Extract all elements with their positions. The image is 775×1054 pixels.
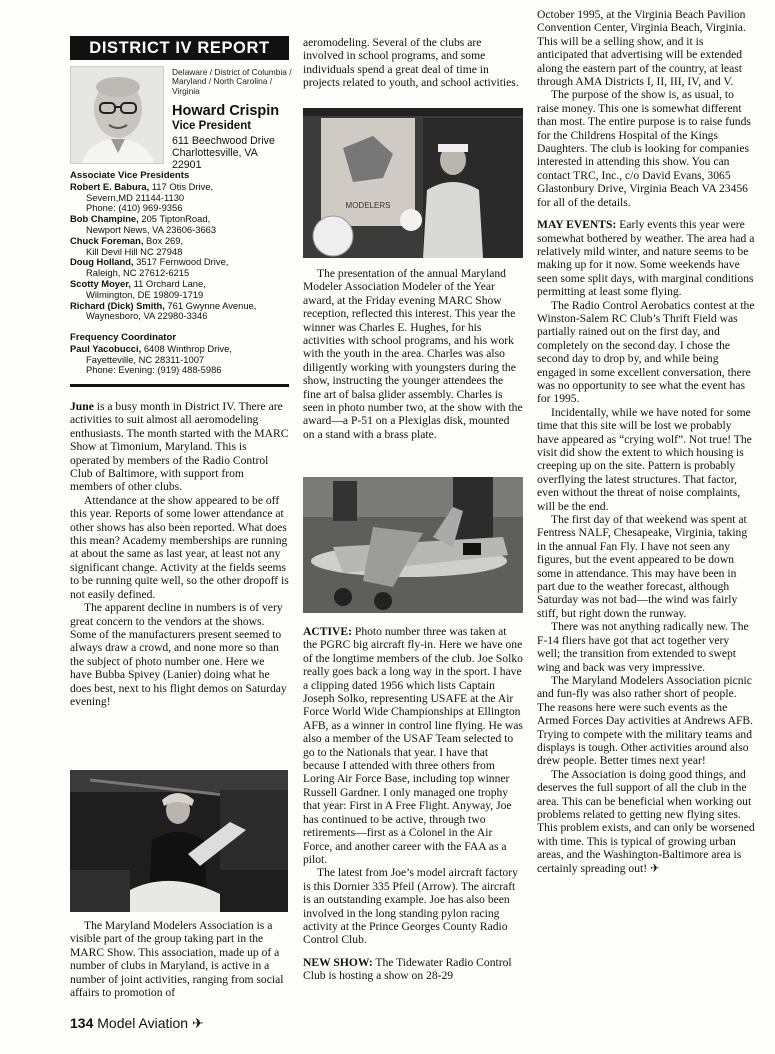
frequency-coordinator: Frequency Coordinator Paul Yacobucci, 6408 Winthrop Drive, Fayetteville, NC 28311-1007 Phone: Evening: (919) 488-5986 — [70, 332, 232, 376]
photo-charles-hughes-award — [303, 108, 523, 258]
column-title: DISTRICT IV REPORT — [70, 36, 289, 60]
photo-bubba-spivey — [70, 770, 288, 912]
associate-entry: Chuck Foreman, Box 269, — [70, 234, 184, 246]
photo-joe-solko-dornier — [303, 477, 523, 613]
paragraph: The Maryland Modelers Association picnic and fun-fly was also rather short of people. The reasons here were such events as the Armed Forces Day activities at Andrews AFB. Trying to compete with the military teams and displays is tough. Other activities around also drew people. Better times next year! — [537, 673, 754, 768]
paragraph: ACTIVE: Photo number three was taken at the PGRC big aircraft fly-in. Here we have one of the longtime members of the club. Joe Solko really goes back a long way in the sport. I have a clipping dated 1956 which lists Captain Joseph Solko, representing USAFE at the Air Force World Wide Championships at Ellington AFB, as a winner in control line flying. He was also a member of the USAF Team selected to go to the Nationals that year. I have that because I attended with three others from Loring Air Force Base, including top winner Russell Gardner. I only managed one trophy that year: First in A Free Flight. Anyway, Joe has continued to be active, through two retirements—first as a Colonel in the Air Force, and another career with the FAA as a pilot. — [303, 625, 523, 866]
associate-entry: Richard (Dick) Smith, 761 Gwynne Avenue, — [70, 299, 257, 311]
association-sign-text: MODELERS — [345, 201, 391, 210]
header-divider — [70, 384, 289, 387]
paragraph: Incidentally, while we have noted for some time that this site will be lost we probably have appeared as “crying wolf”. Not true! The visit did show the extent to which housing is creeping up on the site. Pattern is probably overflying the latest structures. That factor, even without the threat of noise complaints, will be the end. — [537, 405, 752, 513]
article-column-2-middle — [303, 267, 523, 441]
associates-heading: Associate Vice Presidents — [70, 170, 190, 181]
paragraph: The purpose of the show is, as usual, to raise money. This one is somewhat different than most. The entire purpose is to raise funds for the Childrens Hospital of the Kings Daughters. The club is looking for companies interested in attending this show. You can contact TRC, Inc., c/o David Evans, 3065 Glastonbury Drive, Virginia Beach VA 23456 for all of the details. — [537, 88, 751, 209]
paragraph: MAY EVENTS: Early events this year were somewhat bothered by weather. The area had a relatively mild winter, and nature seems to be making up for it now. Some weekends have seen some split days, with marginal conditions permitting at least some flying. — [537, 218, 755, 299]
vice-president-name: Howard Crispin — [172, 103, 280, 120]
vice-president-portrait — [70, 66, 164, 164]
associate-entry: Robert E. Babura, 117 Otis Drive, — [70, 180, 214, 192]
vice-president-info — [172, 68, 292, 171]
paragraph: The first day of that weekend was spent at Fentress NALF, Chesapeake, Virginia, taking in the annual Fan Fly. I have not seen any figures, but the event appeared to be down some in attendance. This may have been in part due to the weather forecast, although Saturday was not bad—the wind was fairly stiff, but right down the runway. — [537, 513, 748, 620]
associate-entry: Bob Champine, 205 TiptonRoad, — [70, 213, 211, 225]
article-column-1 — [70, 400, 289, 708]
article-column-1-bottom — [70, 919, 289, 999]
paragraph: The Radio Control Aerobatics contest at the Winston-Salem RC Club’s Thrift Field was partially rained out on the first day, and completely on the second day. I chose the second day to drop by, and while being engaged in some excellent conversation, there was no opportunity to see what the event has for 1995. — [537, 298, 755, 406]
paragraph: aeromodeling. Several of the clubs are involved in school programs, and some individuals spend a great deal of time in projects related to youth, and school activities. — [303, 36, 519, 90]
paragraph: The Maryland Modelers Association is a visible part of the group taking part in the MARC Show. This association, made up of a number of clubs in Maryland, is active in a number of joint activities, ranging from social affairs to promotion of — [70, 919, 284, 1000]
paragraph: October 1995, at the Virginia Beach Pavilion Convention Center, Virginia Beach, Virginia. This will be a selling show, and it is anticipated that advertising will be extended along the eastern part of the country, at least through AMA Districts I, II, III, IV, and V. — [537, 8, 746, 89]
paragraph: NEW SHOW: The Tidewater Radio Control Club is hosting a show on 28-29 — [303, 955, 512, 983]
paragraph: The apparent decline in numbers is of very great concern to the vendors at the shows. Some of the manufacturers present seemed to always draw a crowd, and none more so than the subject of photo number one. Here we have Bubba Spivey (Lanier) doing what he does best, next to his flight demos on Saturday evening! — [70, 601, 287, 708]
paragraph: The latest from Joe’s model aircraft factory is this Dornier 335 Pfeil (Arrow). The aircraft is an outstanding example. Joe has also been involved in the long standing pylon racing activity at the Prince Georges County Radio Control Club. — [303, 866, 518, 947]
associate-entry: Doug Holland, 3517 Fernwood Drive, — [70, 256, 229, 268]
page-number: 134 — [70, 1015, 94, 1031]
paragraph: June is a busy month in District IV. There are activities to suit almost all aeromodeling enthusiasts. The month started with the MARC Show at Timonium, Maryland. This is operated by members of the Radio Control Club of Baltimore, with support from members of other clubs. — [70, 400, 289, 494]
vice-president-address: 611 Beechwood Drive Charlottesville, VA 22901 — [172, 135, 275, 172]
vice-president-role: Vice President — [172, 120, 252, 133]
district-states: Delaware / District of Columbia / Maryland / North Carolina / Virginia — [172, 67, 292, 96]
article-column-2-bottom — [303, 625, 523, 983]
associate-vice-presidents: Associate Vice Presidents Robert E. Babura, 117 Otis Drive, Severn,MD 21144-1130 Phone: (410) 969-9356 Bob Champine, 205 TiptonRoad, Newport News, VA 23606-3663 Chuck Foreman, Box 269, Kill Devil Hill NC 27948 Doug Holland, 3517 Fernwood Drive, Raleigh, NC 27612-6215 Scotty Moyer, 11 Orchard Lane, Wilmington, DE 19809-1719 Richard (Dick) Smith, 761 Gwynne Avenue, Waynesboro, VA 22980-3346 — [70, 171, 292, 322]
paragraph: Attendance at the show appeared to be off this year. Reports of some lower attendance at other shows has also been reported. What does this mean? Academy memberships are running at about the same as last year, at least not any significant change. Activity at the fields seems to be running quite well, so the other dropoff is not easily defined. — [70, 493, 289, 601]
magazine-name: Model Aviation — [97, 1015, 189, 1031]
article-column-3 — [537, 8, 755, 875]
associate-entry: Scotty Moyer, 11 Orchard Lane, — [70, 277, 206, 289]
paragraph: There was not anything radically new. The F-14 fliers have got that act together very well; the transition from extended to swept wing and back was very impressive. — [537, 620, 749, 674]
page-footer — [70, 1015, 204, 1032]
paragraph: The Association is doing good things, and deserves the full support of all the club in the area. This can be beneficial when working out problems related to getting new flying sites. This problem exists, and can only be worsened with time. This is typical of growing urban areas, and the Washington-Baltimore area is certainly spreading out! ✈ — [537, 767, 755, 875]
article-column-2-top — [303, 36, 523, 90]
airplane-icon: ✈ — [191, 1015, 204, 1031]
paragraph: The presentation of the annual Maryland Modeler Association Modeler of the Year award, at the Friday evening MARC Show reception, reflected this interest. This year the winner was Charles E. Hughes, for his activities with school programs, and his work with the youth in the area. Charles was also diligently working with youngsters during the show, instructing the younger attendees the fine art of balsa glider assembly. Charles is seen in photo number two, at the show with the award—a P-51 on a Plexiglas disk, mounted on a stand with a brass plate. — [303, 267, 523, 441]
